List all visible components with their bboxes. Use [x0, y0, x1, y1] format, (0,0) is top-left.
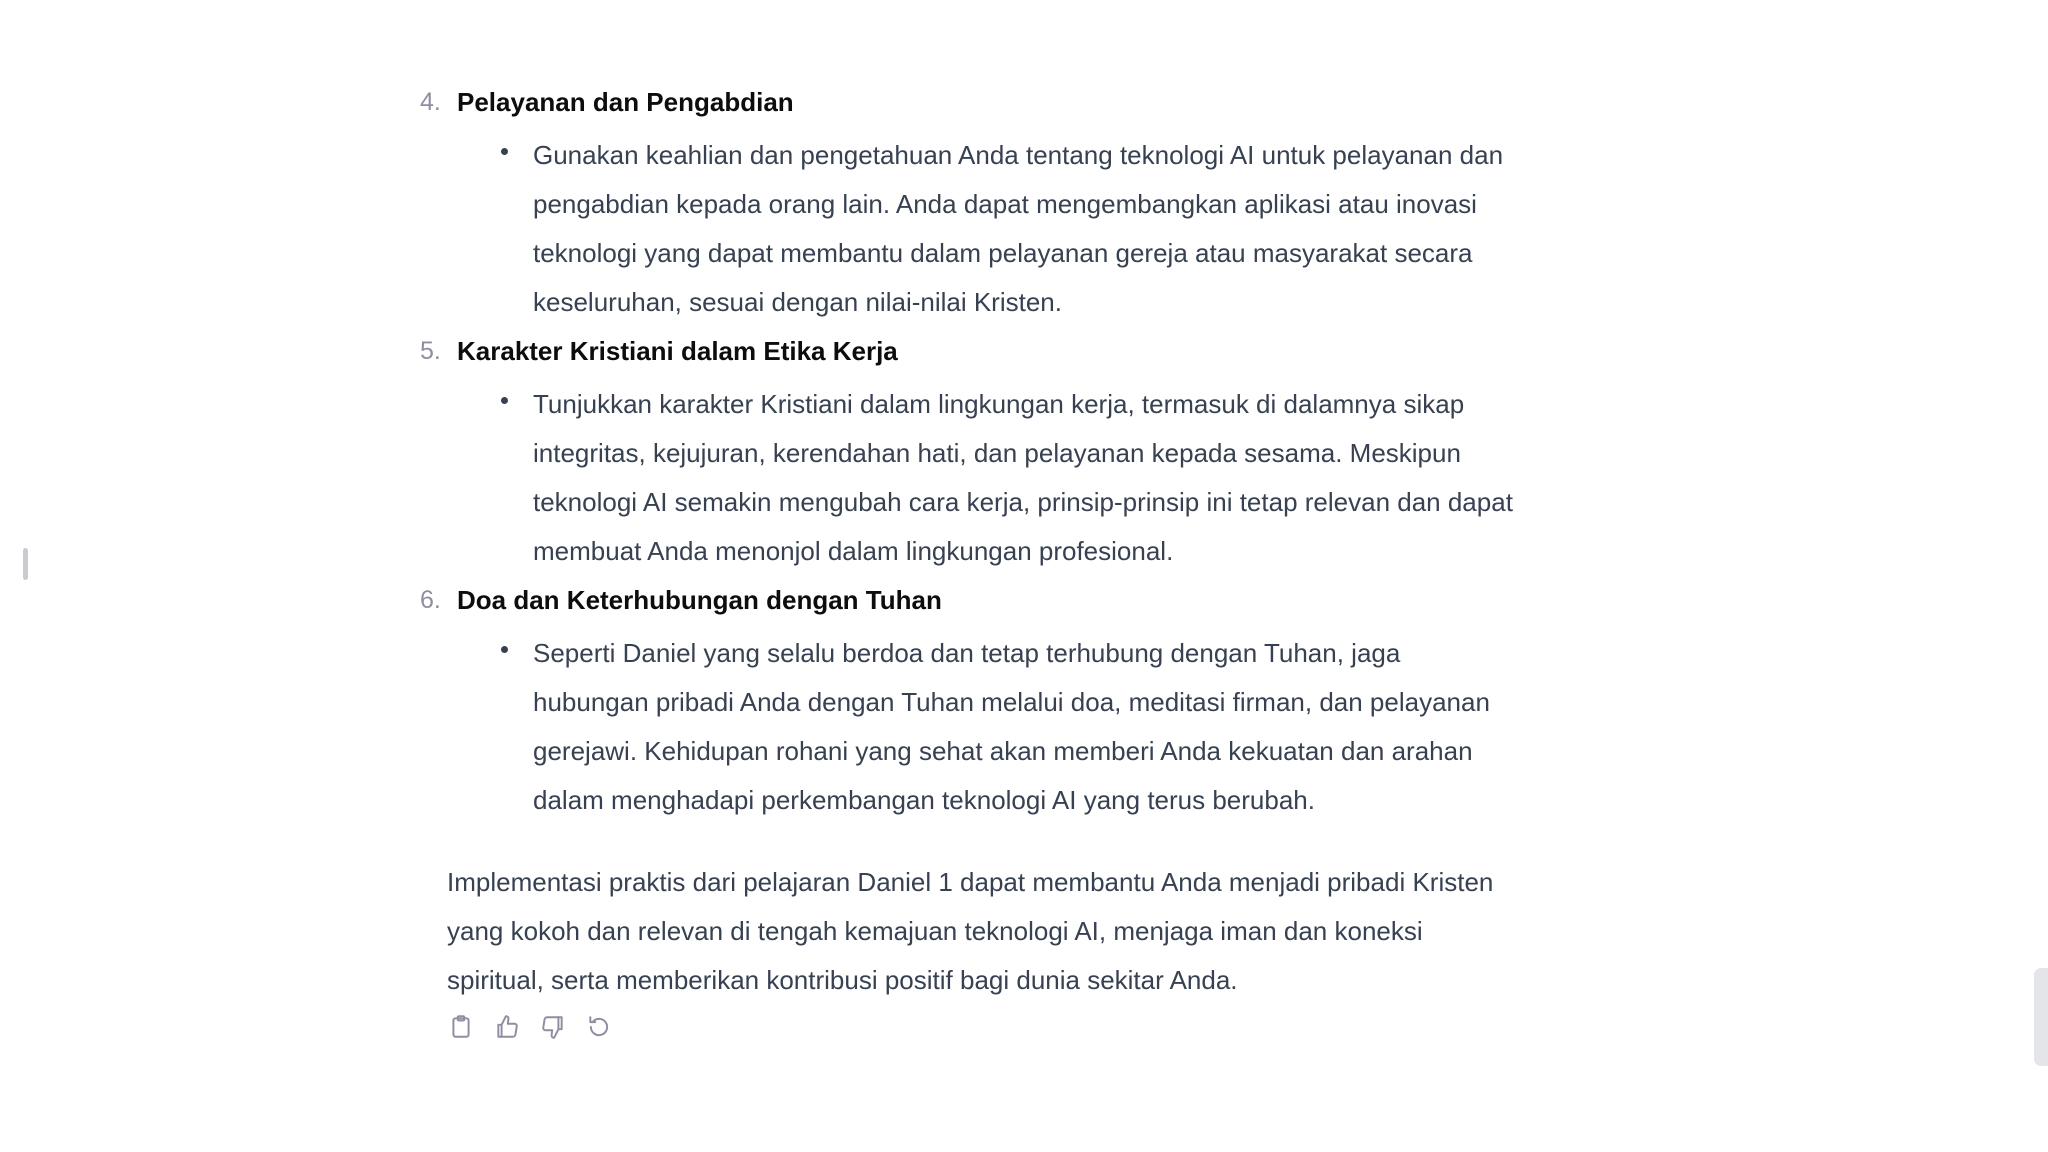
list-number: 5. — [420, 337, 441, 365]
message-actions — [447, 1013, 1520, 1041]
list-number: 4. — [420, 88, 441, 116]
bullet-list — [457, 629, 1520, 825]
list-item-title: Karakter Kristiani dalam Etika Kerja — [457, 336, 898, 366]
regenerate-button[interactable] — [585, 1013, 613, 1041]
bullet-item: Tunjukkan karakter Kristiani dalam lingkungan kerja, termasuk di dalamnya sikap integritas, kejujuran, kerendahan hati, dan pelayanan kepada sesama. Meskipun teknologi AI semakin mengubah cara kerja, prinsip-prinsip ini tetap relevan dan dapat membuat Anda menonjol dalam lingkungan profesional. — [495, 380, 1520, 576]
list-item — [420, 327, 1520, 576]
list-item-title: Doa dan Keterhubungan dengan Tuhan — [457, 585, 942, 615]
list-item — [420, 78, 1520, 327]
copy-button[interactable] — [447, 1013, 475, 1041]
bullet-item: Gunakan keahlian dan pengetahuan Anda tentang teknologi AI untuk pelayanan dan pengabdian kepada orang lain. Anda dapat mengembangkan aplikasi atau inovasi teknologi yang dapat membantu dalam pelayanan gereja atau masyarakat secara keseluruhan, sesuai dengan nilai-nilai Kristen. — [495, 131, 1520, 327]
thumbs-down-button[interactable] — [539, 1013, 567, 1041]
bullet-list — [457, 131, 1520, 327]
list-item — [420, 576, 1520, 825]
sidebar-resize-handle[interactable] — [23, 548, 28, 580]
thumbs-up-icon — [494, 1014, 520, 1040]
bullet-item: Seperti Daniel yang selalu berdoa dan tetap terhubung dengan Tuhan, jaga hubungan pribadi Anda dengan Tuhan melalui doa, meditasi firman, dan pelayanan gerejawi. Kehidupan rohani yang sehat akan memberi Anda kekuatan dan arahan dalam menghadapi perkembangan teknologi AI yang terus berubah. — [495, 629, 1520, 825]
regenerate-icon — [586, 1014, 612, 1040]
summary-paragraph: Implementasi praktis dari pelajaran Daniel 1 dapat membantu Anda menjadi pribadi Kristen yang kokoh dan relevan di tengah kemajuan teknologi AI, menjaga iman dan koneksi spiritual, serta memberikan kontribusi positif bagi dunia sekitar Anda. — [447, 867, 1494, 995]
assistant-message — [420, 78, 1520, 1041]
thumbs-up-button[interactable] — [493, 1013, 521, 1041]
list-number: 6. — [420, 586, 441, 614]
list-item-title: Pelayanan dan Pengabdian — [457, 87, 794, 117]
scrollbar-thumb[interactable] — [2034, 968, 2048, 1066]
thumbs-down-icon — [540, 1014, 566, 1040]
clipboard-icon — [448, 1014, 474, 1040]
bullet-list — [457, 380, 1520, 576]
